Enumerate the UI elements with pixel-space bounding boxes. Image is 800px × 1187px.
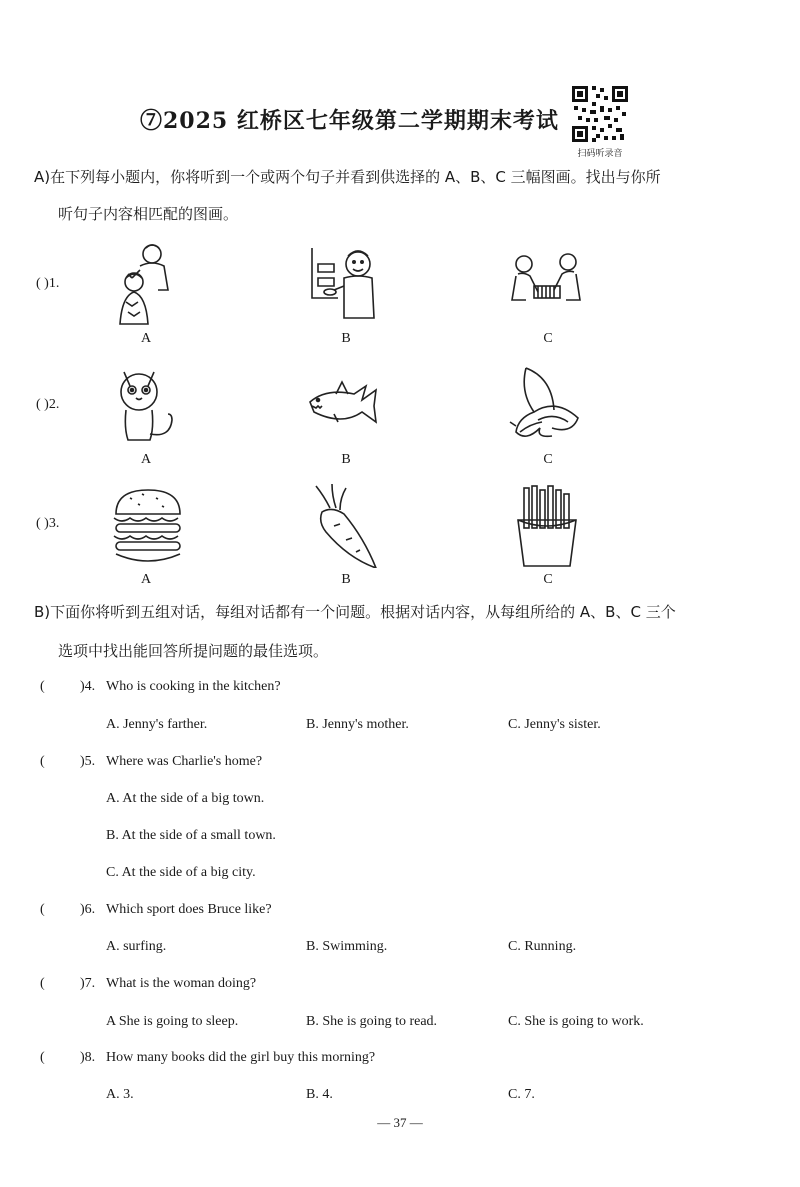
question-7-option-a[interactable]: A She is going to sleep. xyxy=(106,1014,239,1029)
qr-caption: 扫码听录音 xyxy=(577,149,623,159)
question-5-option-a[interactable]: A. At the side of a big town. xyxy=(106,791,265,806)
question-6-option-b[interactable]: B. Swimming. xyxy=(306,939,388,954)
cat-icon xyxy=(112,362,188,448)
carrot-icon xyxy=(306,482,382,568)
question-8-text: How many books did the girl buy this morning? xyxy=(106,1050,376,1065)
section-b-instruction-line1: B)下面你将听到五组对话，每组对话都有一个问题。根据对话内容，从每组所给的 A、B、C 三个 xyxy=(34,603,676,621)
section-a-instruction-line2: 听句子内容相匹配的图画。 xyxy=(58,205,239,223)
question-1-label-b: B xyxy=(341,331,351,346)
question-2-label-c: C xyxy=(543,452,553,467)
question-7-option-c[interactable]: C. She is going to work. xyxy=(508,1014,644,1029)
question-4-paren: ( xyxy=(40,679,45,694)
page-number: — 37 — xyxy=(377,1115,423,1130)
question-7-text: What is the woman doing? xyxy=(106,976,257,991)
question-6-text: Which sport does Bruce like? xyxy=(106,902,272,917)
question-8-paren: ( xyxy=(40,1050,45,1065)
question-5-text: Where was Charlie's home? xyxy=(106,754,263,769)
question-3-number: ( )3. xyxy=(36,516,60,531)
question-4-option-b[interactable]: B. Jenny's mother. xyxy=(306,717,409,732)
question-6-option-a[interactable]: A. surfing. xyxy=(106,939,167,954)
question-7-paren: ( xyxy=(40,976,45,991)
question-7-number: )7. xyxy=(80,976,96,991)
section-b-instruction-line2: 选项中找出能回答所提问题的最佳选项。 xyxy=(58,642,329,660)
question-4-option-a[interactable]: A. Jenny's farther. xyxy=(106,717,208,732)
question-1-label-c: C xyxy=(543,331,553,346)
question-8-option-a[interactable]: A. 3. xyxy=(106,1087,134,1102)
question-4-option-c[interactable]: C. Jenny's sister. xyxy=(508,717,601,732)
question-6-paren: ( xyxy=(40,902,45,917)
question-2-number: ( )2. xyxy=(36,397,60,412)
kids-playing-chess-icon xyxy=(508,248,584,334)
question-3-label-a: A xyxy=(140,572,152,587)
question-8-number: )8. xyxy=(80,1050,96,1065)
shark-icon xyxy=(306,364,382,450)
question-5-option-c[interactable]: C. At the side of a big city. xyxy=(106,865,256,880)
question-8-option-c[interactable]: C. 7. xyxy=(508,1087,535,1102)
question-2-label-a: A xyxy=(140,452,152,467)
question-6-number: )6. xyxy=(80,902,96,917)
question-5-number: )5. xyxy=(80,754,96,769)
question-5-paren: ( xyxy=(40,754,45,769)
question-4-text: Who is cooking in the kitchen? xyxy=(106,679,281,694)
barber-icon xyxy=(110,240,186,326)
question-4-number: )4. xyxy=(80,679,96,694)
qr-code-icon[interactable] xyxy=(570,84,630,144)
question-1-label-a: A xyxy=(140,331,152,346)
section-a-instruction-line1: A)在下列每小题内，你将听到一个或两个句子并看到供选择的 A、B、C 三幅图画。找出与你所 xyxy=(34,168,661,186)
question-3-label-c: C xyxy=(543,572,553,587)
question-7-option-b[interactable]: B. She is going to read. xyxy=(306,1014,438,1029)
question-3-label-b: B xyxy=(341,572,351,587)
question-6-option-c[interactable]: C. Running. xyxy=(508,939,577,954)
question-2-label-b: B xyxy=(341,452,351,467)
question-1-number: ( )1. xyxy=(36,276,60,291)
boy-washing-dishes-icon xyxy=(310,244,386,330)
question-8-option-b[interactable]: B. 4. xyxy=(306,1087,333,1102)
question-5-option-b[interactable]: B. At the side of a small town. xyxy=(106,828,276,843)
exam-title: ⑦2025 红桥区七年级第二学期期末考试 xyxy=(140,108,559,134)
french-fries-icon xyxy=(508,484,584,570)
butterfly-icon xyxy=(508,364,584,450)
hamburger-icon xyxy=(110,484,186,570)
